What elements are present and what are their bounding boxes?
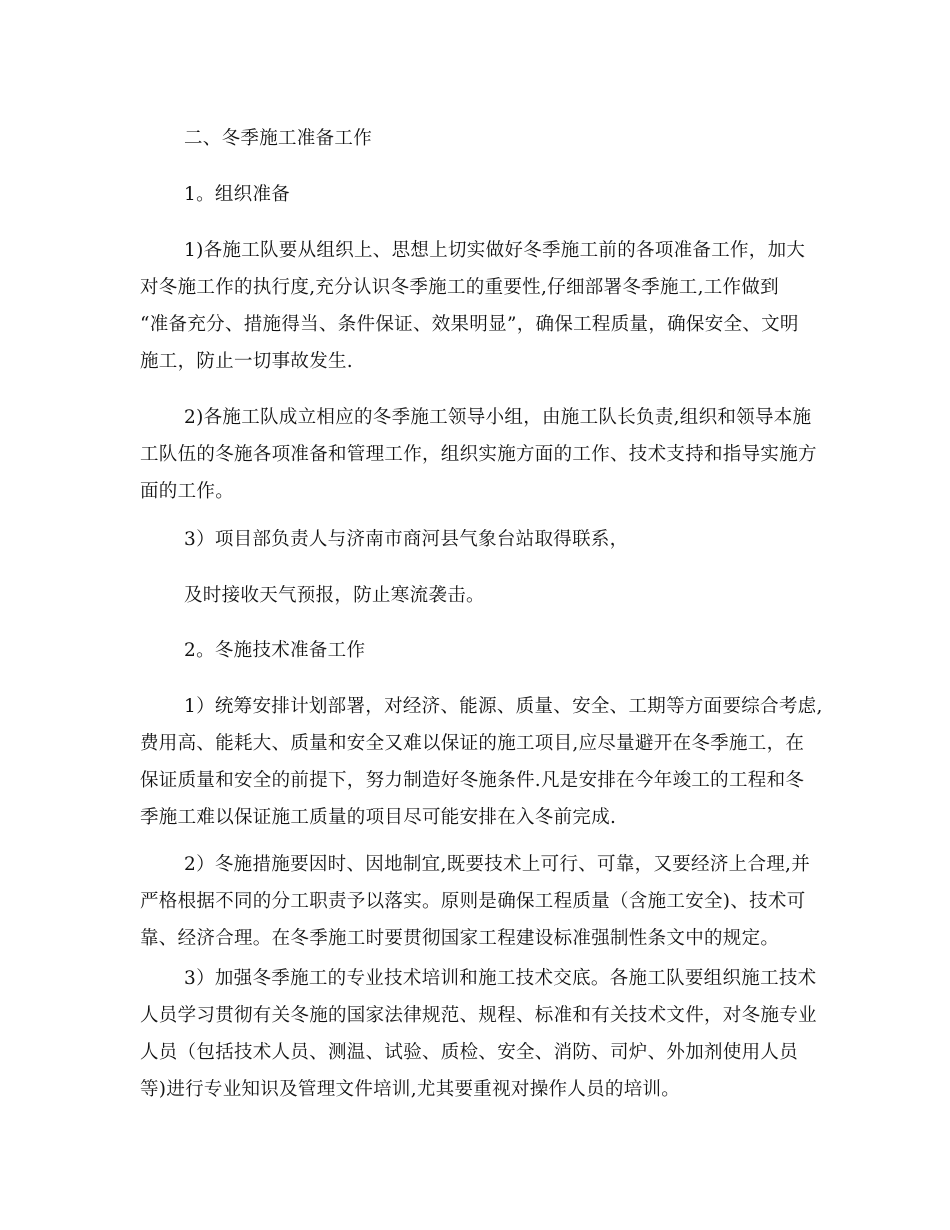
paragraph-line: 对冬施工作的执行度,充分认识冬季施工的重要性,仔细部署冬季施工,工作做到 bbox=[140, 277, 779, 298]
paragraph-line: 人员学习贯彻有关冬施的国家法律规范、规程、标准和有关技术文件，对冬施专业 bbox=[140, 1005, 817, 1026]
paragraph-line: 面的工作。 bbox=[140, 481, 235, 502]
paragraph-line: 施工，防止一切事故发生. bbox=[140, 351, 353, 372]
section-heading bbox=[140, 120, 820, 157]
paragraph-line: 保证质量和安全的前提下，努力制造好冬施条件.凡是安排在今年竣工的工程和冬 bbox=[140, 770, 805, 791]
paragraph-line: 等)进行专业知识及管理文件培训,尤其要重视对操作人员的培训。 bbox=[140, 1079, 681, 1100]
paragraph-line: 严格根据不同的分工职责予以落实。原则是确保工程质量（含施工安全)、技术可 bbox=[140, 891, 806, 912]
paragraph-5 bbox=[140, 846, 820, 957]
paragraph-3 bbox=[140, 521, 820, 558]
paragraph-line: “准备充分、措施得当、条件保证、效果明显”，确保工程质量，确保安全、文明 bbox=[140, 314, 799, 335]
paragraph-2 bbox=[140, 399, 820, 510]
paragraph-line: 工队伍的冬施各项准备和管理工作，组织实施方面的工作、技术支持和指导实施方 bbox=[140, 444, 817, 465]
paragraph-line: 费用高、能耗大、质量和安全又难以保证的施工项目,应尽量避开在冬季施工，在 bbox=[140, 733, 805, 754]
paragraph-1 bbox=[140, 232, 820, 380]
paragraph-3-text: 3）项目部负责人与济南市商河县气象台站取得联系， bbox=[184, 529, 629, 550]
subheading-technical bbox=[140, 632, 820, 669]
paragraph-line: 季施工难以保证施工质量的项目尽可能安排在入冬前完成. bbox=[140, 807, 617, 828]
paragraph-6 bbox=[140, 960, 820, 1108]
paragraph-4 bbox=[140, 688, 823, 836]
paragraph-line: 靠、经济合理。在冬季施工时要贯彻国家工程建设标准强制性条文中的规定。 bbox=[140, 928, 780, 949]
subheading-organization bbox=[140, 176, 820, 213]
paragraph-line: 2)各施工队成立相应的冬季施工领导小组，由施工队长负责,组织和领导本施 bbox=[184, 407, 812, 428]
paragraph-line: 人员（包括技术人员、测温、试验、质检、安全、消防、司炉、外加剂使用人员 bbox=[140, 1042, 799, 1063]
paragraph-line: 1)各施工队要从组织上、思想上切实做好冬季施工前的各项准备工作，加大 bbox=[184, 240, 806, 261]
paragraph-line: 3）加强冬季施工的专业技术培训和施工技术交底。各施工队要组织施工技术 bbox=[184, 968, 817, 989]
section-heading-text: 二、冬季施工准备工作 bbox=[184, 128, 373, 149]
subheading-technical-text: 2。冬施技术准备工作 bbox=[184, 640, 366, 661]
paragraph-line: 1）统筹安排计划部署，对经济、能源、质量、安全、工期等方面要综合考虑, bbox=[184, 696, 823, 717]
paragraph-3-continued-text: 及时接收天气预报，防止寒流袭击。 bbox=[184, 585, 485, 606]
paragraph-3-continued bbox=[140, 577, 820, 614]
paragraph-line: 2）冬施措施要因时、因地制宜,既要技术上可行、可靠，又要经济上合理,并 bbox=[184, 854, 811, 875]
subheading-organization-text: 1。组织准备 bbox=[184, 184, 291, 205]
